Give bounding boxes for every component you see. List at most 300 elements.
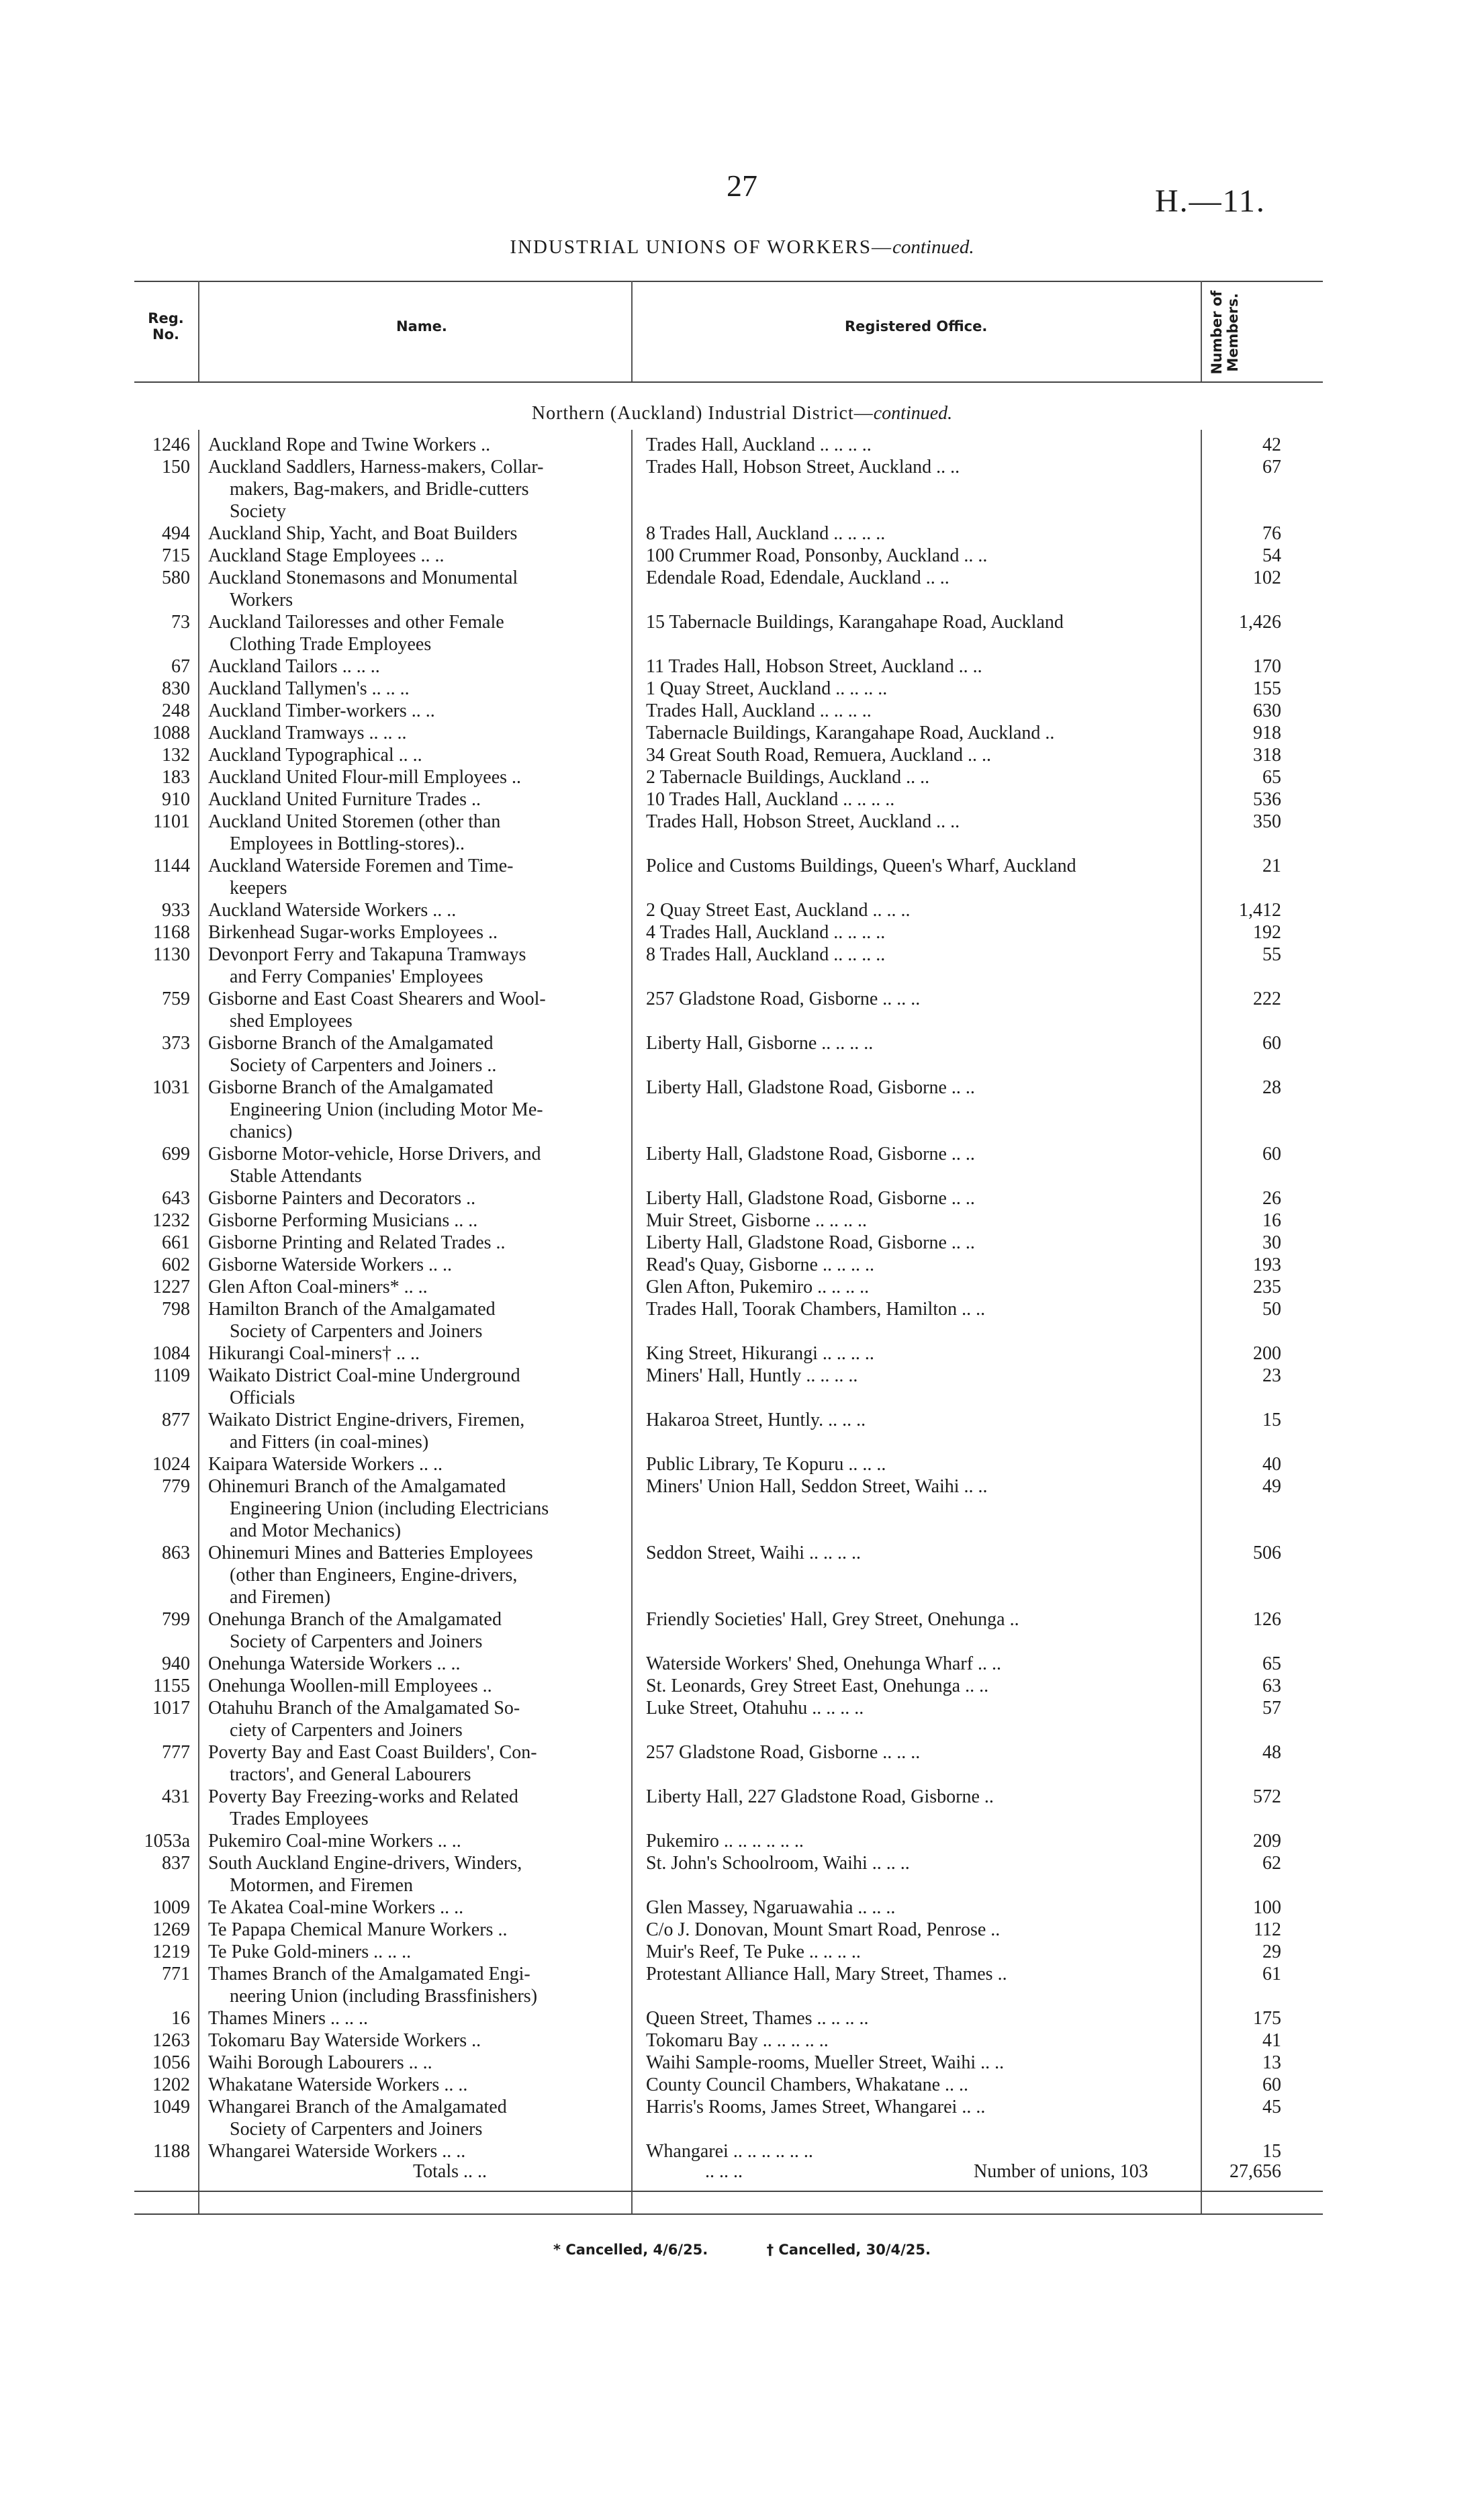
union-name (208, 2096, 619, 2140)
header-registered-office: Registered Office. (845, 318, 988, 334)
union-name-line: Engineering Union (including Motor Me- (230, 1099, 543, 1120)
table-row (0, 700, 1484, 722)
member-count: 41 (1262, 2030, 1281, 2051)
union-name (208, 1365, 619, 1409)
member-count: 49 (1262, 1476, 1281, 1497)
member-count: 40 (1262, 1454, 1281, 1475)
reg-no: 150 (162, 457, 190, 477)
reg-no: 73 (171, 612, 190, 633)
member-count: 15 (1262, 2141, 1281, 2162)
table-row (0, 678, 1484, 700)
member-count: 29 (1262, 1941, 1281, 1962)
union-name-line: Auckland United Flour-mill Employees .. (208, 767, 522, 788)
union-name (208, 2029, 619, 2052)
registered-office: Hakaroa Street, Huntly. .. .. .. (646, 1410, 866, 1430)
registered-office: St. John's Schoolroom, Waihi .. .. .. (646, 1853, 910, 1874)
member-count: 350 (1253, 811, 1281, 832)
table-row (0, 744, 1484, 766)
union-name-line: makers, Bag-makers, and Bridle-cutters (230, 479, 529, 500)
union-name-line: Devonport Ferry and Takapuna Tramways (208, 944, 526, 965)
union-name (208, 988, 619, 1032)
member-count: 572 (1253, 1786, 1281, 1807)
union-name-line: South Auckland Engine-drivers, Winders, (208, 1853, 522, 1874)
registered-office: 257 Gladstone Road, Gisborne .. .. .. (646, 989, 921, 1009)
table-row (0, 1852, 1484, 1896)
reg-no: 494 (162, 523, 190, 544)
reg-no: 1246 (152, 435, 190, 455)
member-count: 100 (1253, 1897, 1281, 1918)
registered-office: Trades Hall, Auckland .. .. .. .. (646, 435, 872, 455)
reg-no: 1101 (153, 811, 190, 832)
reg-no: 183 (162, 767, 190, 788)
header-divider-2 (631, 281, 633, 381)
registered-office: Read's Quay, Gisborne .. .. .. .. (646, 1254, 874, 1275)
union-name (208, 766, 619, 788)
union-name-line: Onehunga Waterside Workers .. .. (208, 1653, 461, 1674)
member-count: 506 (1253, 1543, 1281, 1563)
registered-office: 1 Quay Street, Auckland .. .. .. .. (646, 678, 888, 699)
union-name (208, 611, 619, 655)
union-name-line: chanics) (230, 1122, 293, 1142)
union-name-line: Auckland Timber-workers .. .. (208, 700, 435, 721)
reg-no: 16 (171, 2008, 190, 2029)
registered-office: Public Library, Te Kopuru .. .. .. (646, 1454, 886, 1475)
registered-office: Tokomaru Bay .. .. .. .. .. (646, 2030, 829, 2051)
member-count: 102 (1253, 567, 1281, 588)
header-divider-3 (1201, 281, 1202, 381)
union-name-line: Trades Employees (230, 1809, 369, 1829)
union-name (208, 1276, 619, 1298)
member-count: 918 (1253, 723, 1281, 743)
union-name-line: Waikato District Engine-drivers, Firemen, (208, 1410, 525, 1430)
union-name (208, 1209, 619, 1232)
registered-office: 2 Tabernacle Buildings, Auckland .. .. (646, 767, 930, 788)
reg-no: 877 (162, 1410, 190, 1430)
union-name (208, 2074, 619, 2096)
member-count: 42 (1262, 435, 1281, 455)
registered-office: Seddon Street, Waihi .. .. .. .. (646, 1543, 861, 1563)
member-count: 630 (1253, 700, 1281, 721)
union-name (208, 1542, 619, 1608)
header-divider-1 (198, 281, 199, 381)
union-name-line: Clothing Trade Employees (230, 634, 432, 655)
reg-no: 1155 (153, 1676, 190, 1696)
union-name-line: Society of Carpenters and Joiners (230, 1321, 483, 1342)
table-row (0, 545, 1484, 567)
table-row (0, 1365, 1484, 1409)
union-name (208, 1298, 619, 1342)
table-row (0, 1409, 1484, 1453)
registered-office: Liberty Hall, Gladstone Road, Gisborne .. .. (646, 1077, 975, 1098)
member-count: 1,412 (1239, 900, 1281, 921)
union-name (208, 456, 619, 522)
registered-office: Miners' Hall, Huntly .. .. .. .. (646, 1365, 858, 1386)
registered-office: Liberty Hall, Gladstone Road, Gisborne .. .. (646, 1188, 975, 1209)
union-name-line: Officials (230, 1387, 295, 1408)
table-row (0, 1608, 1484, 1653)
table-row (0, 611, 1484, 655)
union-name (208, 434, 619, 456)
member-count: 222 (1253, 989, 1281, 1009)
union-name (208, 1608, 619, 1653)
member-count: 193 (1253, 1254, 1281, 1275)
table-row (0, 811, 1484, 855)
reg-no: 940 (162, 1653, 190, 1674)
registered-office: Glen Massey, Ngaruawahia .. .. .. (646, 1897, 896, 1918)
reg-no: 661 (162, 1232, 190, 1253)
table-row (0, 1919, 1484, 1941)
union-name (208, 722, 619, 744)
registered-office: Miners' Union Hall, Seddon Street, Waihi .. .. (646, 1476, 988, 1497)
member-count: 76 (1262, 523, 1281, 544)
table-row (0, 655, 1484, 678)
header-number-of-members (1209, 289, 1241, 376)
reg-no: 67 (171, 656, 190, 677)
union-name (208, 744, 619, 766)
member-count: 1,426 (1239, 612, 1281, 633)
union-name (208, 1143, 619, 1187)
member-count: 57 (1262, 1698, 1281, 1719)
member-count: 65 (1262, 767, 1281, 788)
reg-no: 779 (162, 1476, 190, 1497)
reg-no: 830 (162, 678, 190, 699)
union-name (208, 678, 619, 700)
header-reg-no (142, 310, 189, 342)
registered-office: C/o J. Donovan, Mount Smart Road, Penrose .. (646, 1919, 1001, 1940)
title-continued: continued. (892, 236, 974, 258)
union-table-body (0, 434, 1484, 2162)
reg-no: 715 (162, 545, 190, 566)
table-row (0, 1077, 1484, 1143)
union-name-line: Tokomaru Bay Waterside Workers .. (208, 2030, 481, 2051)
header-name: Name. (396, 318, 447, 334)
district-label: Northern (Auckland) Industrial District— (531, 403, 874, 424)
registered-office: Waihi Sample-rooms, Mueller Street, Waihi .. .. (646, 2052, 1005, 2073)
union-name-line: Onehunga Branch of the Amalgamated (208, 1609, 502, 1630)
union-name (208, 899, 619, 921)
union-name (208, 1475, 619, 1542)
union-name-line: and Fitters (in coal-mines) (230, 1432, 429, 1453)
registered-office: Friendly Societies' Hall, Grey Street, Onehunga .. (646, 1609, 1019, 1630)
reg-no: 602 (162, 1254, 190, 1275)
table-row (0, 1143, 1484, 1187)
table-row (0, 988, 1484, 1032)
table-row (0, 1187, 1484, 1209)
reg-no: 699 (162, 1144, 190, 1164)
union-name-line: Auckland Waterside Foremen and Time- (208, 856, 514, 876)
header-bottom-rule (134, 381, 1323, 383)
registered-office: Trades Hall, Hobson Street, Auckland .. .. (646, 811, 960, 832)
member-count: 13 (1262, 2052, 1281, 2073)
reg-no: 837 (162, 1853, 190, 1874)
reg-no: 1269 (152, 1919, 190, 1940)
table-row (0, 1741, 1484, 1786)
union-name (208, 2052, 619, 2074)
member-count: 170 (1253, 656, 1281, 677)
union-name-line: Gisborne Performing Musicians .. .. (208, 1210, 478, 1231)
union-name-line: Pukemiro Coal-mine Workers .. .. (208, 1831, 461, 1851)
union-name-line: and Motor Mechanics) (230, 1520, 402, 1541)
registered-office: Edendale Road, Edendale, Auckland .. .. (646, 567, 949, 588)
union-name-line: Te Puke Gold-miners .. .. .. (208, 1941, 412, 1962)
union-name (208, 1232, 619, 1254)
registered-office: Waterside Workers' Shed, Onehunga Wharf .. .. (646, 1653, 1002, 1674)
union-name-line: Gisborne Branch of the Amalgamated (208, 1033, 494, 1054)
reg-no: 431 (162, 1786, 190, 1807)
union-name (208, 545, 619, 567)
member-count: 112 (1254, 1919, 1281, 1940)
member-count: 55 (1262, 944, 1281, 965)
union-name-line: Society of Carpenters and Joiners (230, 1631, 483, 1652)
reg-no: 1056 (152, 2052, 190, 2073)
table-row (0, 899, 1484, 921)
union-name-line: Auckland Tailors .. .. .. (208, 656, 380, 677)
registered-office: Tabernacle Buildings, Karangahape Road, Auckland .. (646, 723, 1055, 743)
union-name (208, 1254, 619, 1276)
union-name-line: Otahuhu Branch of the Amalgamated So- (208, 1698, 520, 1719)
union-name (208, 1919, 619, 1941)
union-name-line: shed Employees (230, 1011, 353, 1032)
totals-label: Totals .. .. (413, 2161, 488, 2182)
member-count: 318 (1253, 745, 1281, 766)
table-row (0, 2029, 1484, 2052)
table-row (0, 434, 1484, 456)
footnote-cancelled-1: * Cancelled, 4/6/25. (553, 2242, 708, 2258)
union-name-line: Thames Branch of the Amalgamated Engi- (208, 1964, 530, 1984)
table-row (0, 1453, 1484, 1475)
table-row (0, 1254, 1484, 1276)
union-name (208, 1852, 619, 1896)
union-name-line: Auckland Typographical .. .. (208, 745, 422, 766)
reg-no: 1084 (152, 1343, 190, 1364)
union-name-line: Te Akatea Coal-mine Workers .. .. (208, 1897, 464, 1918)
document-code: H.—11. (1155, 183, 1266, 219)
member-count: 126 (1253, 1609, 1281, 1630)
union-name-line: ciety of Carpenters and Joiners (230, 1720, 463, 1741)
registered-office: Luke Street, Otahuhu .. .. .. .. (646, 1698, 864, 1719)
table-row (0, 1298, 1484, 1342)
reg-no: 643 (162, 1188, 190, 1209)
page-number: 27 (727, 169, 757, 203)
union-name-line: Auckland Ship, Yacht, and Boat Builders (208, 523, 518, 544)
registered-office: Trades Hall, Toorak Chambers, Hamilton .. .. (646, 1299, 986, 1320)
reg-no: 1031 (152, 1077, 190, 1098)
union-name (208, 2140, 619, 2162)
member-count: 60 (1262, 1033, 1281, 1054)
member-count: 155 (1253, 678, 1281, 699)
union-name (208, 1187, 619, 1209)
registered-office: Whangarei .. .. .. .. .. .. (646, 2141, 813, 2162)
union-name (208, 2007, 619, 2029)
union-name-line: Kaipara Waterside Workers .. .. (208, 1454, 443, 1475)
union-name-line: neering Union (including Brassfinishers) (230, 1986, 538, 2007)
header-top-rule (134, 281, 1323, 282)
union-name (208, 921, 619, 944)
district-continued: continued. (873, 403, 953, 424)
member-count: 28 (1262, 1077, 1281, 1098)
union-name-line: Gisborne and East Coast Shearers and Wool- (208, 989, 546, 1009)
table-row (0, 1786, 1484, 1830)
union-name-line: Whangarei Waterside Workers .. .. (208, 2141, 466, 2162)
registered-office: Muir Street, Gisborne .. .. .. .. (646, 1210, 867, 1231)
registered-office: Protestant Alliance Hall, Mary Street, Thames .. (646, 1964, 1007, 1984)
union-name-line: Motormen, and Firemen (230, 1875, 413, 1896)
union-name (208, 522, 619, 545)
registered-office: Trades Hall, Hobson Street, Auckland .. .. (646, 457, 960, 477)
reg-no: 1017 (152, 1698, 190, 1719)
registered-office: King Street, Hikurangi .. .. .. .. (646, 1343, 874, 1364)
union-name (208, 1342, 619, 1365)
table-row (0, 1475, 1484, 1542)
registered-office: Liberty Hall, Gladstone Road, Gisborne .. .. (646, 1232, 975, 1253)
reg-no: 799 (162, 1609, 190, 1630)
header-reg-line1: Reg. (148, 310, 184, 326)
union-name (208, 1830, 619, 1852)
member-count: 26 (1262, 1188, 1281, 1209)
registered-office: 100 Crummer Road, Ponsonby, Auckland .. .. (646, 545, 988, 566)
union-name-line: Auckland Stonemasons and Monumental (208, 567, 518, 588)
reg-no: 132 (162, 745, 190, 766)
member-count: 21 (1262, 856, 1281, 876)
reg-no: 1232 (152, 1210, 190, 1231)
member-count: 61 (1262, 1964, 1281, 1984)
table-row (0, 2140, 1484, 2162)
page-title (0, 236, 1484, 259)
member-count: 536 (1253, 789, 1281, 810)
member-count: 30 (1262, 1232, 1281, 1253)
member-count: 65 (1262, 1653, 1281, 1674)
table-row (0, 567, 1484, 611)
reg-no: 1168 (153, 922, 190, 943)
member-count: 48 (1262, 1742, 1281, 1763)
union-name (208, 811, 619, 855)
reg-no: 1024 (152, 1454, 190, 1475)
member-count: 175 (1253, 2008, 1281, 2029)
reg-no: 759 (162, 989, 190, 1009)
union-name (208, 1741, 619, 1786)
table-row (0, 1653, 1484, 1675)
reg-no: 1227 (152, 1277, 190, 1297)
registered-office: 11 Trades Hall, Hobson Street, Auckland .. .. (646, 656, 982, 677)
registered-office: Liberty Hall, Gladstone Road, Gisborne .. .. (646, 1144, 975, 1164)
reg-no: 580 (162, 567, 190, 588)
union-name (208, 855, 619, 899)
registered-office: County Council Chambers, Whakatane .. .. (646, 2074, 969, 2095)
title-text: INDUSTRIAL UNIONS OF WORKERS— (510, 236, 892, 258)
union-name-line: Gisborne Painters and Decorators .. (208, 1188, 476, 1209)
union-name-line: Auckland Tailoresses and other Female (208, 612, 504, 633)
union-name-line: Waikato District Coal-mine Underground (208, 1365, 520, 1386)
table-row (0, 2074, 1484, 2096)
reg-no: 1263 (152, 2030, 190, 2051)
registered-office: Trades Hall, Auckland .. .. .. .. (646, 700, 872, 721)
union-name (208, 567, 619, 611)
table-row (0, 1896, 1484, 1919)
union-name-line: Society (230, 501, 286, 522)
union-name-line: Birkenhead Sugar-works Employees .. (208, 922, 498, 943)
registered-office: Muir's Reef, Te Puke .. .. .. .. (646, 1941, 861, 1962)
reg-no: 248 (162, 700, 190, 721)
registered-office: Police and Customs Buildings, Queen's Wharf, Auckland (646, 856, 1076, 876)
table-row (0, 788, 1484, 811)
union-name-line: Employees in Bottling-stores).. (230, 833, 465, 854)
table-row (0, 1032, 1484, 1077)
reg-no: 373 (162, 1033, 190, 1054)
reg-no: 933 (162, 900, 190, 921)
union-name (208, 1786, 619, 1830)
totals-dots: .. .. .. (705, 2161, 743, 2182)
reg-no: 1088 (152, 723, 190, 743)
union-name (208, 1896, 619, 1919)
union-name-line: Auckland Tallymen's .. .. .. (208, 678, 410, 699)
member-count: 192 (1253, 922, 1281, 943)
district-heading (0, 403, 1484, 424)
union-name-line: Auckland United Furniture Trades .. (208, 789, 481, 810)
union-name-line: Ohinemuri Branch of the Amalgamated (208, 1476, 506, 1497)
table-row (0, 944, 1484, 988)
union-name-line: Ohinemuri Mines and Batteries Employees (208, 1543, 533, 1563)
union-name (208, 700, 619, 722)
table-row (0, 1830, 1484, 1852)
reg-no: 910 (162, 789, 190, 810)
member-count: 60 (1262, 2074, 1281, 2095)
union-name (208, 1675, 619, 1697)
table-row (0, 2007, 1484, 2029)
reg-no: 777 (162, 1742, 190, 1763)
union-name-line: Auckland Rope and Twine Workers .. (208, 435, 491, 455)
registered-office: Liberty Hall, Gisborne .. .. .. .. (646, 1033, 874, 1054)
registered-office: St. Leonards, Grey Street East, Onehunga .. .. (646, 1676, 989, 1696)
member-count: 16 (1262, 1210, 1281, 1231)
registered-office: 8 Trades Hall, Auckland .. .. .. .. (646, 523, 886, 544)
registered-office: 34 Great South Road, Remuera, Auckland .. .. (646, 745, 992, 766)
registered-office: Harris's Rooms, James Street, Whangarei .. .. (646, 2097, 986, 2117)
union-name-line: tractors', and General Labourers (230, 1764, 471, 1785)
union-name (208, 1032, 619, 1077)
member-count: 23 (1262, 1365, 1281, 1386)
table-row (0, 1697, 1484, 1741)
registered-office: 2 Quay Street East, Auckland .. .. .. (646, 900, 911, 921)
table-row (0, 1276, 1484, 1298)
footnote-cancelled-2: † Cancelled, 30/4/25. (766, 2242, 931, 2258)
member-count: 209 (1253, 1831, 1281, 1851)
table-row (0, 1963, 1484, 2007)
table-row (0, 2096, 1484, 2140)
union-name-line: Auckland Saddlers, Harness-makers, Collar- (208, 457, 544, 477)
union-name-line: Engineering Union (including Electricians (230, 1498, 549, 1519)
union-name-line: keepers (230, 878, 287, 899)
registered-office: 10 Trades Hall, Auckland .. .. .. .. (646, 789, 895, 810)
reg-no: 1009 (152, 1897, 190, 1918)
union-name (208, 1409, 619, 1453)
reg-no: 798 (162, 1299, 190, 1320)
table-row (0, 1675, 1484, 1697)
member-count: 15 (1262, 1410, 1281, 1430)
table-row (0, 855, 1484, 899)
union-name-line: Gisborne Printing and Related Trades .. (208, 1232, 506, 1253)
union-name-line: Gisborne Branch of the Amalgamated (208, 1077, 494, 1098)
union-name-line: Stable Attendants (230, 1166, 362, 1187)
reg-no: 1144 (153, 856, 190, 876)
registered-office: Queen Street, Thames .. .. .. .. (646, 2008, 869, 2029)
totals-number-of-unions: Number of unions, 103 (974, 2161, 1148, 2182)
union-name-line: Society of Carpenters and Joiners .. (230, 1055, 497, 1076)
union-name-line: Whangarei Branch of the Amalgamated (208, 2097, 507, 2117)
union-name-line: Auckland Waterside Workers .. .. (208, 900, 457, 921)
union-name (208, 788, 619, 811)
union-name-line: Glen Afton Coal-miners* .. .. (208, 1277, 428, 1297)
union-name (208, 1077, 619, 1143)
